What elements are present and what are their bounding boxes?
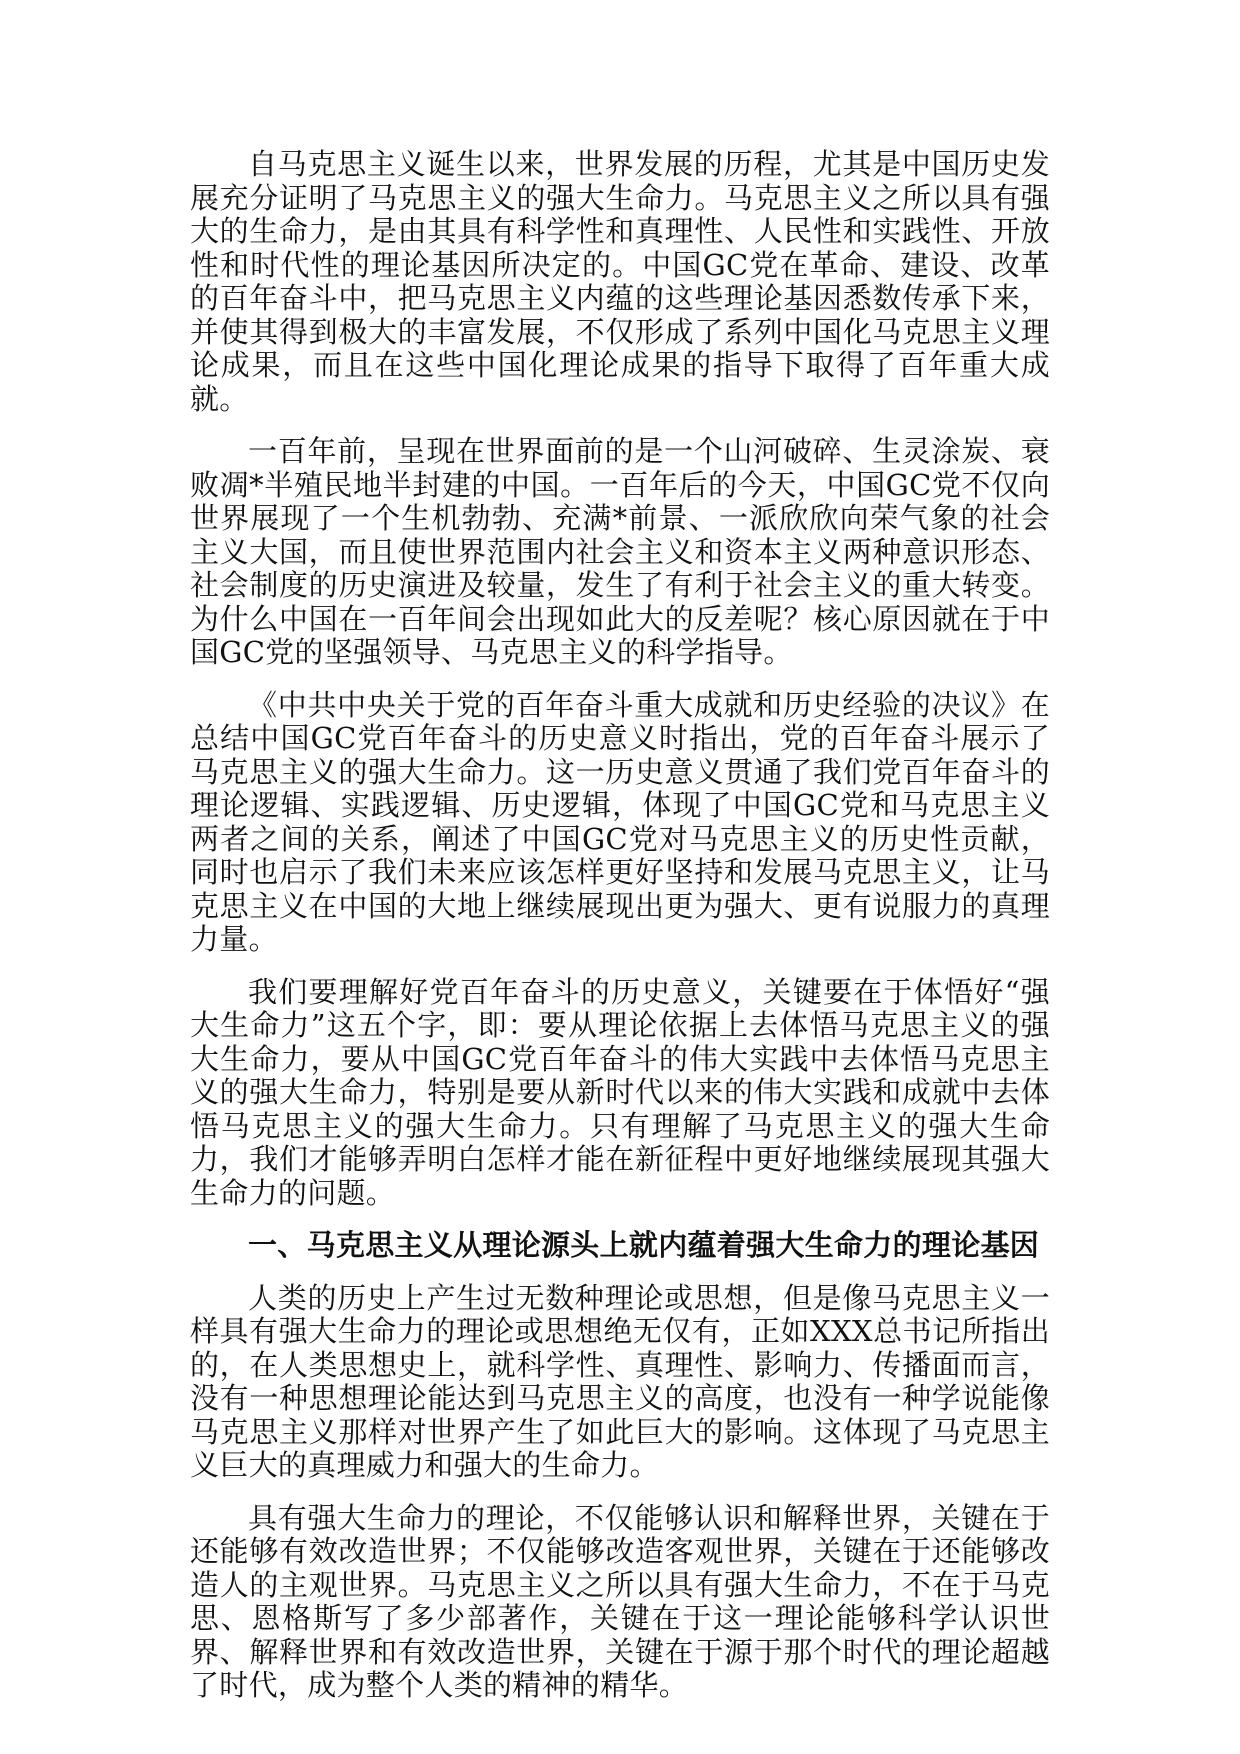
- section-heading: 一、马克思主义从理论源头上就内蕴着强大生命力的理论基因: [248, 1228, 1040, 1262]
- paragraph-1: 自马克思主义诞生以来，世界发展的历程，尤其是中国历史发展充分证明了马克思主义的强大生命力。马克思主义之所以具有强大的生命力，是由其具有科学性和真理性、人民性和实践性、开放性和时代性的理论基因所决定的。中国GC党在革命、建设、改革的百年奋斗中，把马克思主义内蕴的这些理论基因悉数传承下来，并使其得到极大的丰富发展，不仅形成了系列中国化马克思主义理论成果，而且在这些中国化理论成果的指导下取得了百年重大成就。: [190, 147, 1050, 416]
- section-paragraph-1: 人类的历史上产生过无数种理论或思想，但是像马克思主义一样具有强大生命力的理论或思想绝无仅有，正如XXX总书记所指出的，在人类思想史上，就科学性、真理性、影响力、传播面而言，没有一种思想理论能达到马克思主义的高度，也没有一种学说能像马克思主义那样对世界产生了如此巨大的影响。这体现了马克思主义巨大的真理威力和强大的生命力。: [190, 1280, 1050, 1482]
- paragraph-2: 一百年前，呈现在世界面前的是一个山河破碎、生灵涂炭、衰败凋*半殖民地半封建的中国。一百年后的今天，中国GC党不仅向世界展现了一个生机勃勃、充满*前景、一派欣欣向荣气象的社会主义大国，而且使世界范围内社会主义和资本主义两种意识形态、社会制度的历史演进及较量，发生了有利于社会主义的重大转变。为什么中国在一百年间会出现如此大的反差呢？核心原因就在于中国GC党的坚强领导、马克思主义的科学指导。: [190, 434, 1050, 669]
- document-page: [190, 148, 1050, 1722]
- section-paragraph-2: 具有强大生命力的理论，不仅能够认识和解释世界，关键在于还能够有效改造世界；不仅能够改造客观世界，关键在于还能够改造人的主观世界。马克思主义之所以具有强大生命力，不在于马克思、恩格斯写了多少部著作，关键在于这一理论能够科学认识世界、解释世界和有效改造世界，关键在于源于那个时代的理论超越了时代，成为整个人类的精神的精华。: [190, 1500, 1050, 1702]
- paragraph-4: 我们要理解好党百年奋斗的历史意义，关键要在于体悟好“强大生命力”这五个字，即：要从理论依据上去体悟马克思主义的强大生命力，要从中国GC党百年奋斗的伟大实践中去体悟马克思主义的强大生命力，特别是要从新时代以来的伟大实践和成就中去体悟马克思主义的强大生命力。只有理解了马克思主义的强大生命力，我们才能够弄明白怎样才能在新征程中更好地继续展现其强大生命力的问题。: [190, 974, 1050, 1210]
- paragraph-3: 《中共中央关于党的百年奋斗重大成就和历史经验的决议》在总结中国GC党百年奋斗的历史意义时指出，党的百年奋斗展示了马克思主义的强大生命力。这一历史意义贯通了我们党百年奋斗的理论逻辑、实践逻辑、历史逻辑，体现了中国GC党和马克思主义两者之间的关系，阐述了中国GC党对马克思主义的历史性贡献，同时也启示了我们未来应该怎样更好坚持和发展马克思主义，让马克思主义在中国的大地上继续展现出更为强大、更有说服力的真理力量。: [190, 687, 1050, 956]
